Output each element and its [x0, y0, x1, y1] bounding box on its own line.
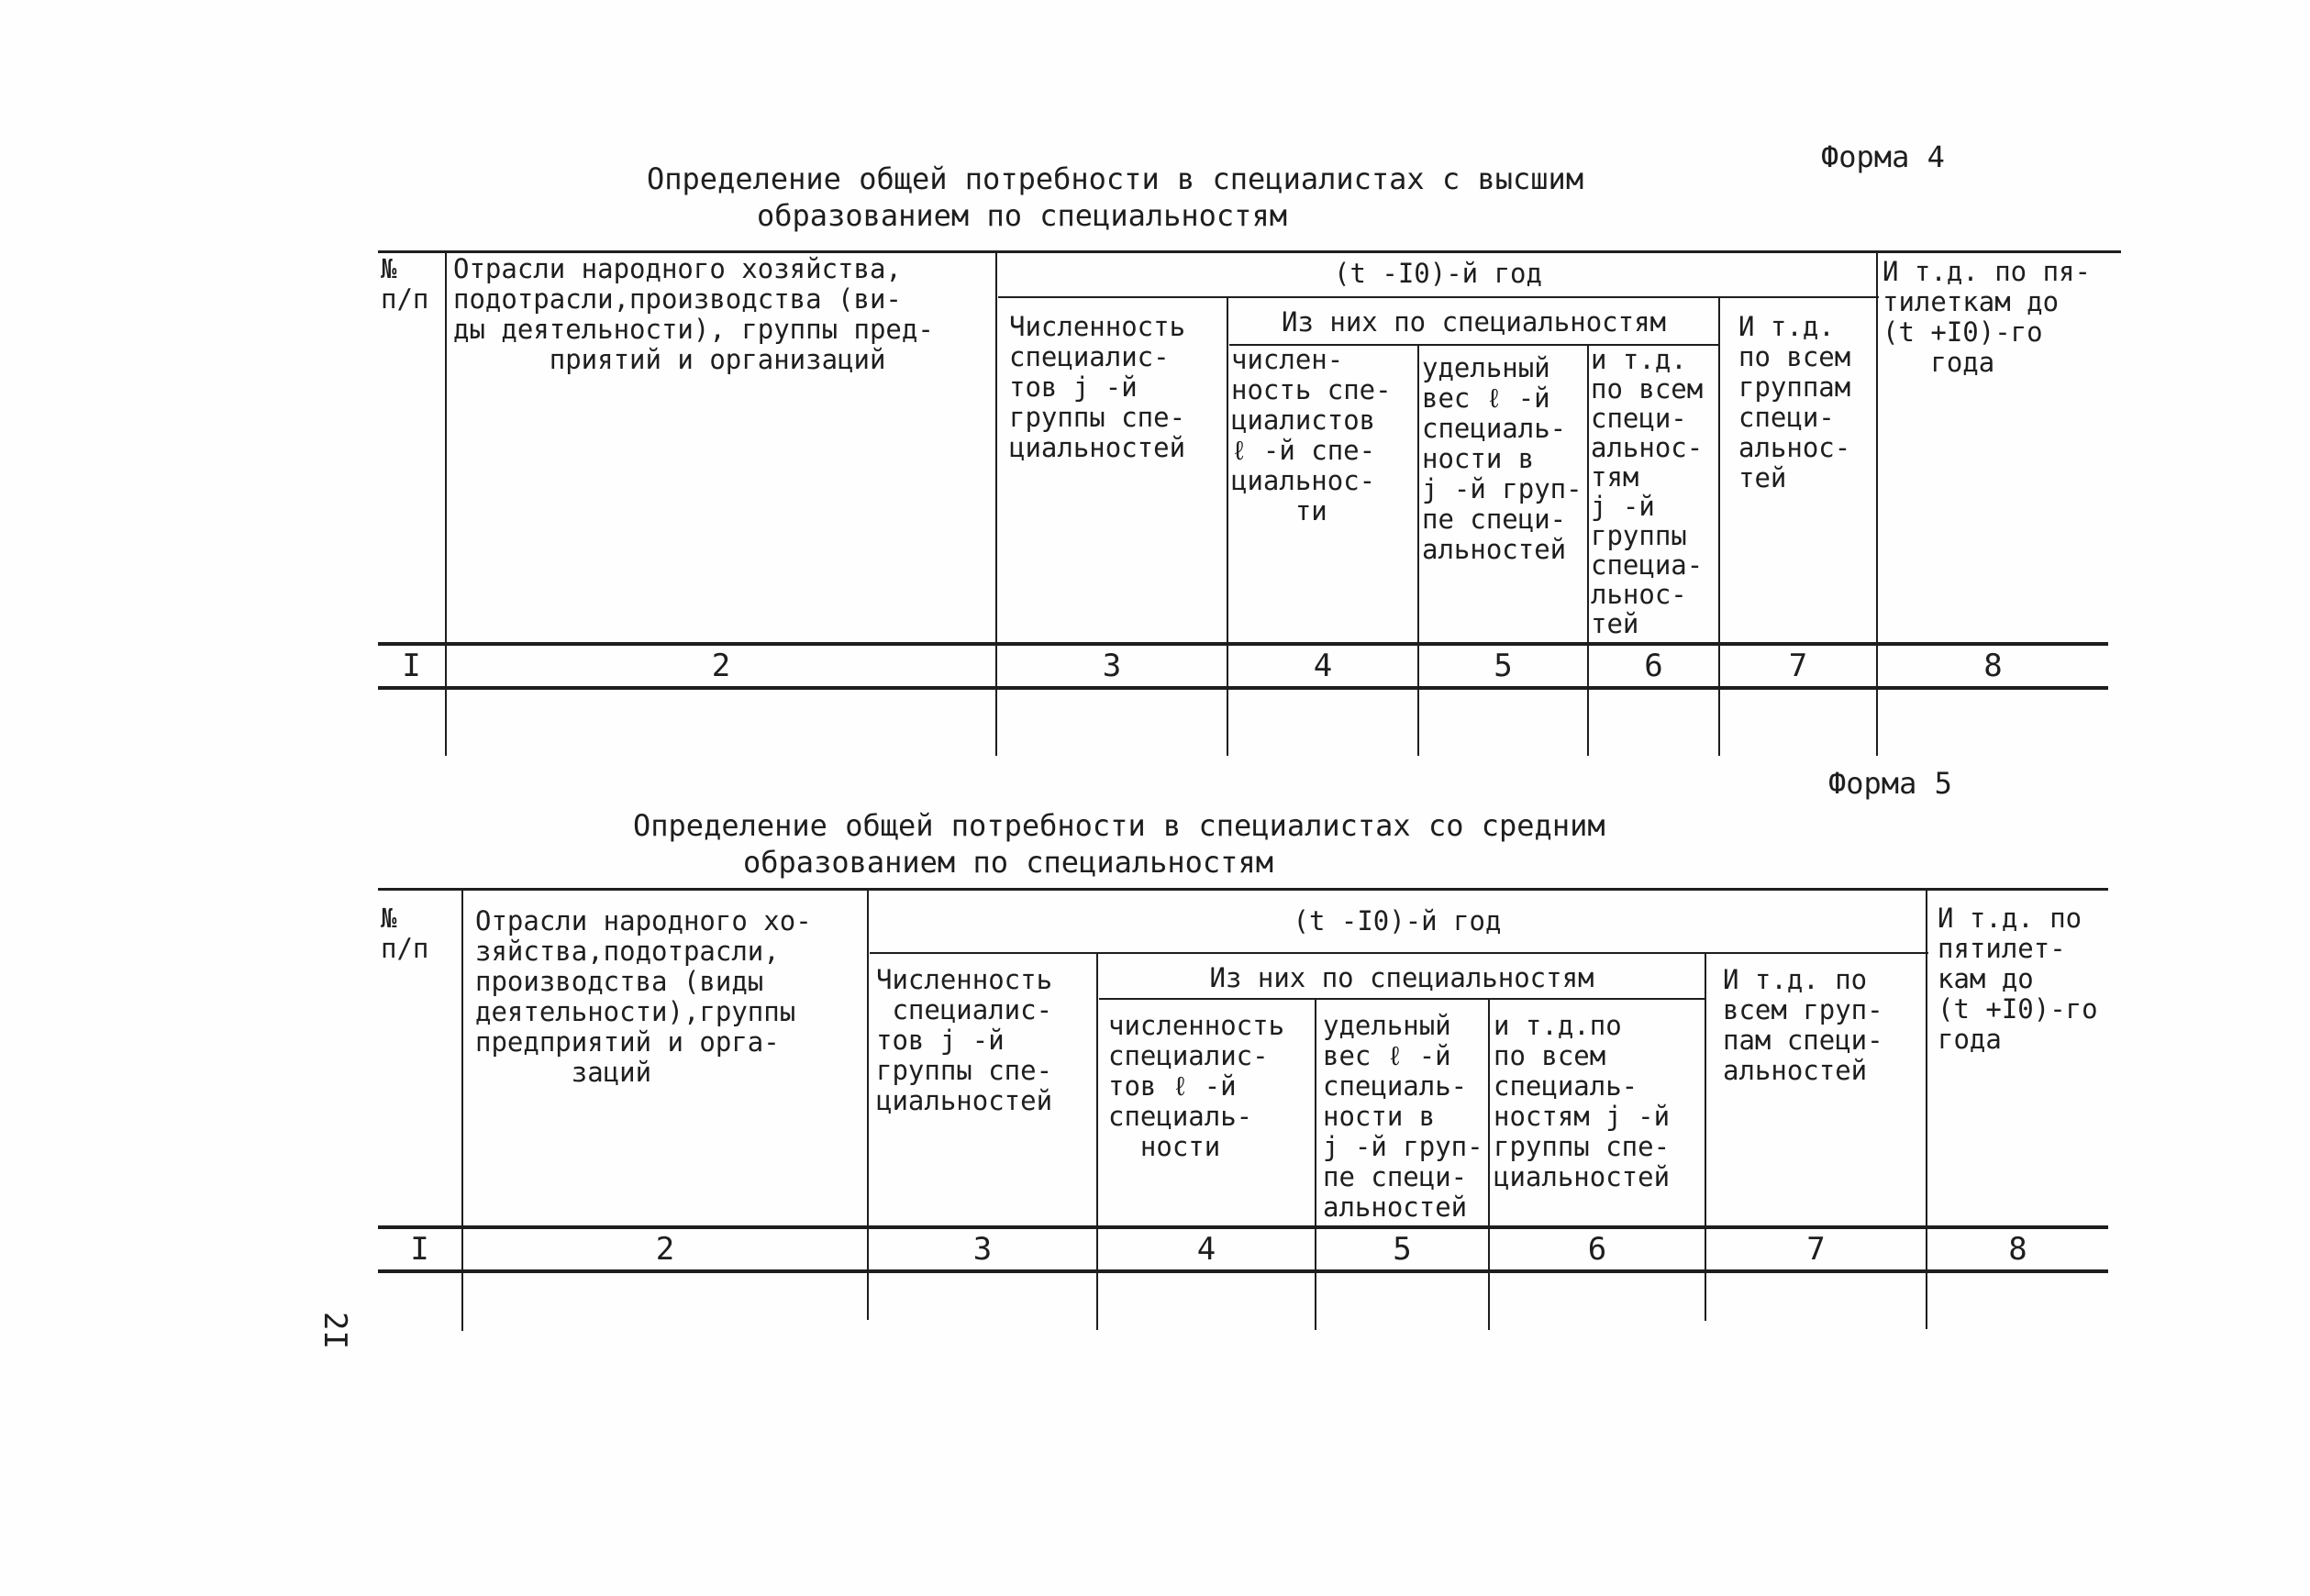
- form-4-title: [647, 161, 1583, 234]
- form-5-col-number-4: 4: [1196, 1231, 1216, 1268]
- form-5-header-specialty-share: удельный вес ℓ -й специаль- ности в j -й груп- пе специ- альностей: [1323, 1010, 1483, 1223]
- form-5-col-number-8: 8: [2008, 1231, 2027, 1268]
- form-5-header-specialty-count: численность специалис- тов ℓ -й специаль- ности: [1108, 1010, 1285, 1162]
- form-5-header-five-year-plans: И т.д. по пятилет- кам до (t +I0)-го года: [1938, 903, 2098, 1055]
- page-number: 2I: [317, 1312, 353, 1349]
- form-5-col-number-1: I: [410, 1231, 429, 1268]
- form-4-header-specialty-count: числен- ность спе- циалистов ℓ -й спе- циальнос- ти: [1231, 344, 1392, 526]
- form-4-header-all-groups: И т.д. по всем группам специ- альнос- тей: [1738, 311, 1851, 493]
- form-5-col-number-3: 3: [972, 1231, 993, 1268]
- form-5-header-number: № п/п: [381, 903, 429, 964]
- form-5-header-all-groups: И т.д. по всем груп- пам специ- альностей: [1723, 964, 1883, 1086]
- form-4-col-number-7: 7: [1788, 648, 1808, 684]
- form-4-header-five-year-plans: И т.д. по пя- тилеткам до (t +I0)-го года: [1882, 256, 2091, 378]
- form-5-title-line1: Определение общей потребности в специалистах со средним: [633, 808, 1605, 843]
- form-5-header-year: (t -I0)-й год: [1293, 905, 1502, 937]
- form-5-title: [633, 807, 1605, 881]
- form-5-header-group-count: Численность специалис- тов j -й группы спе- циальностей: [876, 964, 1053, 1116]
- form-4-header-group-count: Численность специалис- тов j -й группы спе- циальностей: [1009, 311, 1186, 463]
- form-4-header-number: № п/п: [381, 253, 429, 315]
- form-4-header-of-them: Из них по специальностям: [1281, 306, 1667, 338]
- form-5-label: Форма 5: [1828, 766, 1952, 801]
- form-4-title-line2: образованием по специальностям: [757, 198, 1287, 233]
- form-4-col-number-5: 5: [1494, 648, 1513, 684]
- form-5-col-number-5: 5: [1393, 1231, 1412, 1268]
- form-4-col-number-4: 4: [1313, 648, 1333, 684]
- form-5-col-number-6: 6: [1587, 1231, 1607, 1268]
- form-4-header-industry: Отрасли народного хозяйства, подотрасли,производства (ви- ды деятельности), группы пред- приятий и организаций: [453, 253, 934, 375]
- form-5-col-number-7: 7: [1806, 1231, 1826, 1268]
- form-4-header-specialty-share: удельный вес ℓ -й специаль- ности в j -й груп- пе специ- альностей: [1422, 352, 1583, 565]
- form-4-title-line1: Определение общей потребности в специалистах с высшим: [647, 161, 1584, 196]
- form-4-col-number-6: 6: [1644, 648, 1663, 684]
- form-4-header-year: (t -I0)-й год: [1334, 258, 1542, 289]
- form-4-col-number-8: 8: [1983, 648, 2003, 684]
- form-4-col-number-2: 2: [711, 648, 731, 684]
- form-4-header-all-specialties: и т.д. по всем специ- альнос- тям j -й группы специа- льнос- тей: [1591, 344, 1704, 639]
- form-4-col-number-3: 3: [1102, 648, 1122, 684]
- form-5-header-all-specialties: и т.д.по по всем специаль- ностям j -й группы спе- циальностей: [1494, 1010, 1671, 1192]
- form-4-label: Форма 4: [1821, 139, 1945, 174]
- form-5-header-of-them: Из них по специальностям: [1209, 962, 1594, 993]
- form-4-col-number-1: I: [402, 648, 421, 684]
- form-5-col-number-2: 2: [655, 1231, 675, 1268]
- form-5-title-line2: образованием по специальностям: [743, 845, 1273, 880]
- form-5-header-industry: Отрасли народного хо- зяйства,подотрасли, производства (виды деятельности),группы предприятий и орга- заций: [475, 905, 812, 1088]
